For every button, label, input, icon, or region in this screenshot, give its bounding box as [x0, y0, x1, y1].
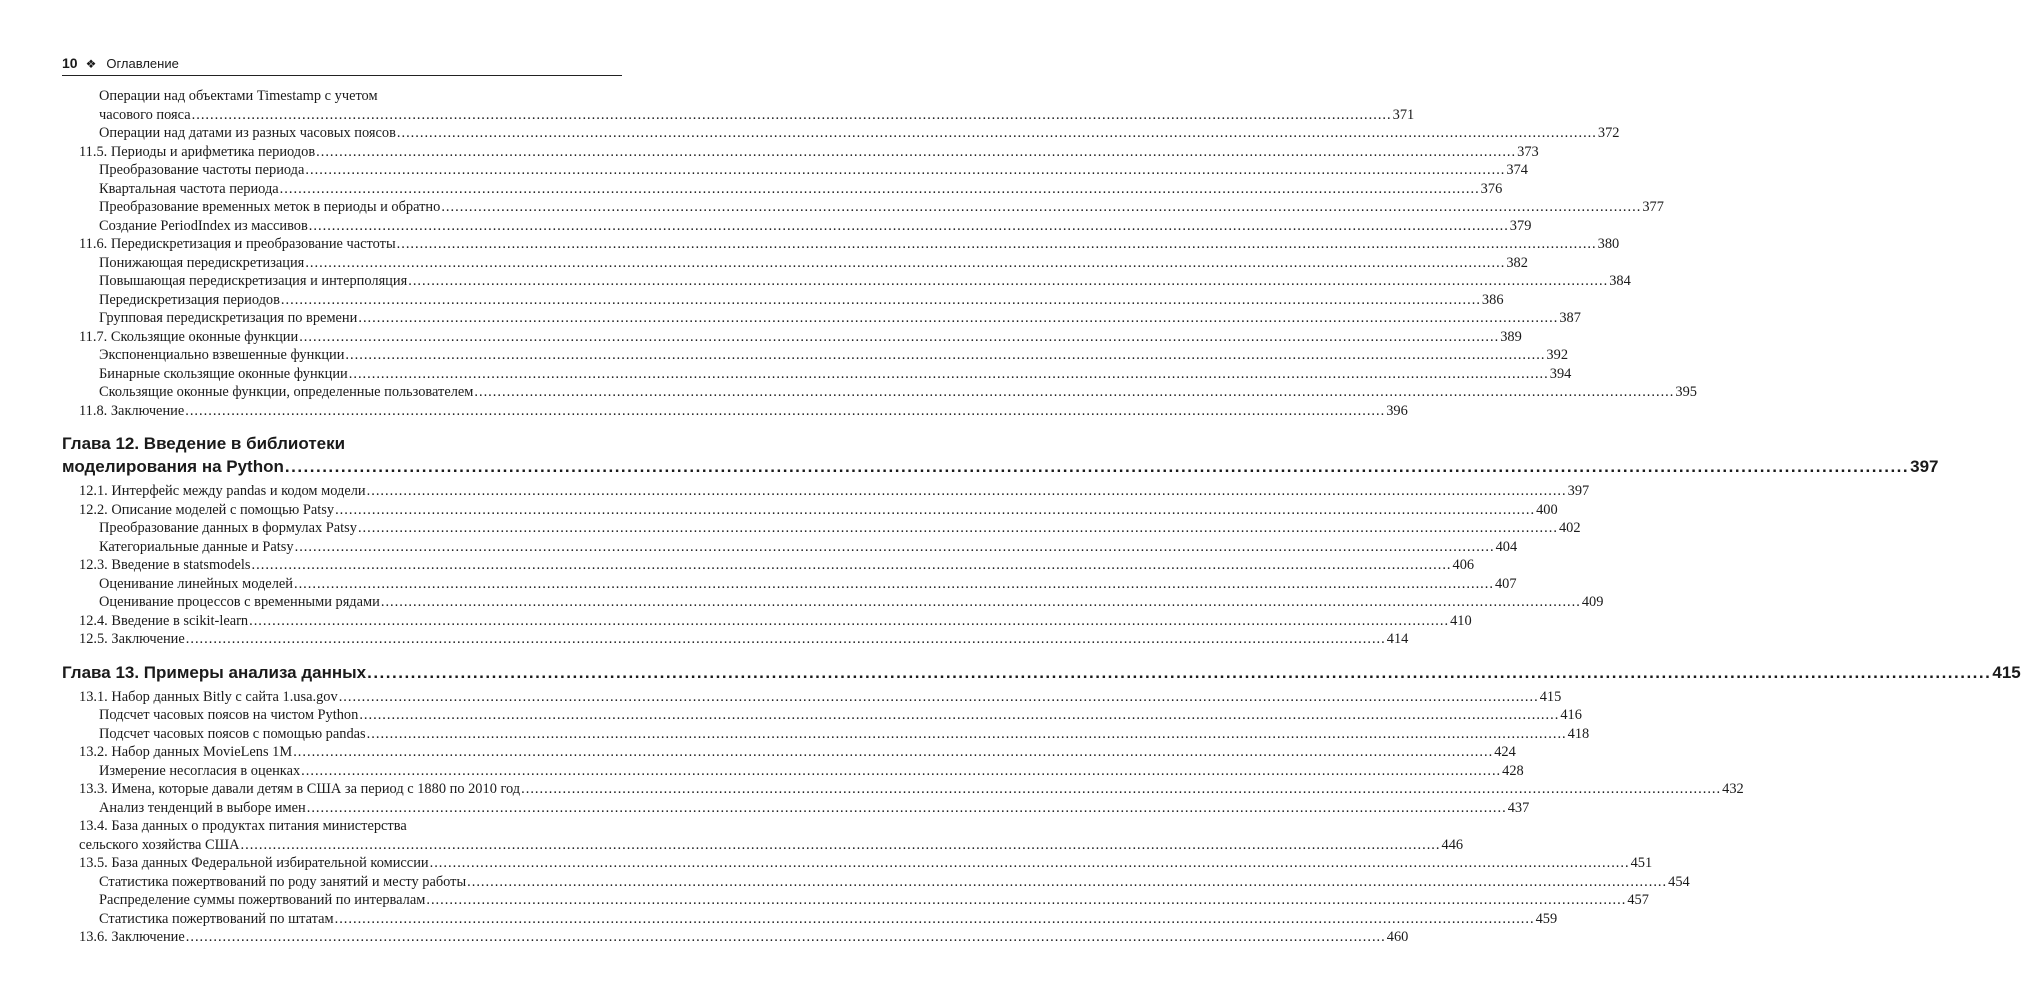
toc-entry — [62, 910, 1558, 929]
toc-page-number: 379 — [1509, 217, 1532, 234]
chapter-heading — [62, 661, 2021, 684]
toc-entry — [62, 780, 1744, 799]
toc-page-number: 459 — [1535, 910, 1558, 927]
toc-page-number: 374 — [1506, 162, 1528, 178]
dot-leader — [408, 272, 1608, 291]
toc-entry-title: 11.7. Скользящие оконные функции — [79, 328, 299, 345]
toc-entry — [62, 743, 1516, 762]
dot-leader — [397, 124, 1597, 143]
toc-entry — [62, 383, 1697, 402]
toc-entry-title: 11.5. Периоды и арифметика периодов — [79, 143, 316, 160]
toc-page-number: 407 — [1494, 575, 1517, 592]
toc-page-number: 371 — [1392, 106, 1415, 123]
toc-entry — [62, 575, 1517, 594]
toc-entry-title: Операции над датами из разных часовых поясов — [99, 125, 396, 141]
toc-page-number: 402 — [1558, 520, 1581, 536]
toc-entry — [62, 365, 1572, 384]
dot-leader — [241, 836, 1441, 855]
dot-leader — [521, 780, 1721, 799]
dot-leader — [281, 291, 1481, 310]
toc-entry-title: 12.1. Интерфейс между pandas и кодом модели — [79, 483, 366, 499]
toc-page-number: 410 — [1450, 612, 1472, 629]
toc-entry — [62, 873, 1690, 892]
toc-entry — [62, 688, 1562, 707]
dot-leader — [295, 538, 1495, 557]
toc-entry — [62, 291, 1504, 310]
toc-entry — [62, 272, 1631, 291]
dot-leader — [280, 180, 1480, 199]
toc-page-number: 446 — [1441, 836, 1464, 853]
toc-page-number: 415 — [1539, 688, 1562, 705]
dot-leader — [367, 725, 1567, 744]
toc-entry — [62, 180, 1503, 199]
dot-leader — [367, 661, 1991, 684]
chapter-spacer — [62, 649, 622, 661]
dot-leader — [441, 198, 1641, 217]
chapter-heading — [62, 432, 1939, 478]
toc-entry — [62, 124, 1620, 143]
dot-leader — [381, 593, 1581, 612]
dot-leader — [426, 891, 1626, 910]
dot-leader — [474, 383, 1674, 402]
chapter-spacer — [62, 420, 622, 432]
toc-page-number: 372 — [1597, 125, 1620, 141]
toc-page-number: 437 — [1507, 799, 1530, 816]
toc-entry — [62, 630, 1409, 649]
toc-entry — [62, 891, 1649, 910]
dot-leader — [335, 501, 1535, 520]
toc-entry-title: Категориальные данные и Patsy — [99, 538, 294, 555]
toc-entry-title: Создание PeriodIndex из массивов — [99, 217, 308, 234]
toc-page-number: 377 — [1642, 199, 1664, 215]
toc-entry-title: Подсчет часовых поясов с помощью pandas — [99, 725, 366, 742]
toc-entry-title: Оценивание линейных моделей — [99, 575, 293, 592]
toc-entry — [62, 143, 1539, 162]
toc-page-number: 373 — [1517, 143, 1539, 160]
toc-entry-title: Измерение несогласия в оценках — [99, 762, 301, 779]
toc-page-number: 416 — [1560, 707, 1582, 723]
toc-entry-title: Квартальная частота периода — [99, 180, 279, 197]
toc-entry-title: 13.6. Заключение — [79, 929, 185, 945]
toc-entry-title: Групповая передискретизация по времени — [99, 310, 358, 326]
toc-entry-title: 12.5. Заключение — [79, 631, 185, 647]
toc-entry-title: Экспоненциально взвешенные функции — [99, 347, 345, 363]
toc-entry-line: Операции над объектами Timestamp с учетом — [99, 88, 378, 104]
toc-page-number: 457 — [1627, 892, 1649, 908]
toc-entry — [62, 198, 1664, 217]
toc-page-number: 392 — [1546, 347, 1569, 363]
toc-page-number: 406 — [1452, 557, 1475, 573]
table-of-contents — [62, 87, 2021, 947]
chapter-page-number: 397 — [1910, 457, 1939, 476]
toc-entry-title: Передискретизация периодов — [99, 291, 280, 308]
toc-page-number: 382 — [1506, 254, 1528, 271]
toc-page-number: 409 — [1581, 594, 1604, 610]
toc-entry — [62, 725, 1590, 744]
dot-leader — [349, 365, 1549, 384]
toc-entry — [62, 328, 1522, 347]
chapter-title: моделирования на Python — [62, 457, 284, 476]
toc-entry-title: 11.6. Передискретизация и преобразование частоты — [79, 236, 396, 252]
toc-entry — [62, 928, 1409, 947]
toc-entry — [62, 309, 1581, 328]
dot-leader — [249, 612, 1449, 631]
toc-page-number: 451 — [1630, 855, 1653, 871]
toc-entry — [62, 217, 1532, 236]
toc-page-number: 380 — [1597, 236, 1620, 252]
chapter-title: Глава 13. Примеры анализа данных — [62, 662, 367, 682]
dot-leader — [430, 854, 1630, 873]
toc-entry — [62, 501, 1558, 520]
running-header — [62, 52, 622, 74]
dot-leader — [467, 873, 1667, 892]
dot-leader — [305, 254, 1505, 273]
chapter-title-line: Глава 12. Введение в библиотеки — [62, 434, 346, 453]
toc-entry — [62, 235, 1620, 254]
toc-page-number: 376 — [1480, 180, 1503, 197]
dot-leader — [307, 799, 1507, 818]
toc-entry-title: Скользящие оконные функции, определенные пользователем — [99, 384, 474, 400]
toc-page-number: 395 — [1675, 384, 1697, 400]
toc-entry — [62, 161, 1528, 180]
toc-entry-title: 12.3. Введение в statsmodels — [79, 557, 251, 573]
toc-page-number: 428 — [1502, 762, 1524, 779]
dot-leader — [335, 910, 1535, 929]
chapter-title-row — [62, 455, 1939, 478]
dot-leader — [358, 519, 1558, 538]
toc-page-number: 389 — [1500, 328, 1522, 345]
toc-entry-title: Подсчет часовых поясов на чистом Python — [99, 707, 359, 723]
toc-entry-title: Преобразование данных в формулах Patsy — [99, 520, 357, 536]
toc-entry — [62, 402, 1408, 421]
toc-entry — [62, 106, 1415, 125]
chapter-page-number: 415 — [1992, 662, 2021, 682]
toc-page-number: 384 — [1609, 273, 1631, 289]
toc-entry-title: Анализ тенденций в выборе имен — [99, 799, 306, 816]
toc-page-number: 432 — [1722, 781, 1744, 797]
toc-page-number: 400 — [1536, 501, 1558, 518]
toc-entry-title: Понижающая передискретизация — [99, 254, 305, 271]
dot-leader — [316, 143, 1516, 162]
toc-entry — [62, 538, 1518, 557]
toc-entry-title: 13.1. Набор данных Bitly с сайта 1.usa.gov — [79, 688, 338, 705]
toc-entry — [62, 799, 1530, 818]
dot-leader — [345, 346, 1545, 365]
toc-page-number: 387 — [1559, 310, 1581, 326]
toc-entry-title: Оценивание процессов с временными рядами — [99, 594, 380, 610]
toc-entry — [62, 556, 1475, 575]
toc-entry-line: 13.4. База данных о продуктах питания министерства — [79, 818, 407, 834]
toc-entry — [62, 762, 1524, 781]
toc-page-number: 386 — [1481, 291, 1504, 308]
toc-entry — [62, 706, 1582, 725]
dot-leader — [192, 106, 1392, 125]
toc-entry — [62, 836, 1464, 855]
dot-leader — [309, 217, 1509, 236]
chapter-title-row — [62, 661, 2021, 684]
dot-leader — [367, 482, 1567, 501]
dot-leader — [293, 743, 1493, 762]
dot-leader — [186, 928, 1386, 947]
toc-entry-title: Статистика пожертвований по штатам — [99, 910, 334, 927]
dot-leader — [185, 402, 1385, 421]
dot-leader — [358, 309, 1558, 328]
toc-entry-title: Статистика пожертвований по роду занятий и месту работы — [99, 873, 467, 890]
toc-entry-title: 11.8. Заключение — [79, 402, 185, 419]
page-number: 10 — [62, 55, 78, 71]
section-title: Оглавление — [106, 56, 179, 71]
toc-entry — [62, 254, 1528, 273]
toc-page-number: 414 — [1386, 631, 1409, 647]
toc-entry-title: 13.5. База данных Федеральной избирательной комиссии — [79, 855, 429, 871]
toc-page-number: 396 — [1386, 402, 1408, 419]
toc-page-number: 404 — [1495, 538, 1518, 555]
toc-entry — [62, 519, 1581, 538]
ornament-icon: ❖ — [85, 57, 97, 71]
dot-leader — [359, 706, 1559, 725]
toc-entry — [62, 854, 1653, 873]
toc-page-number: 394 — [1549, 365, 1572, 382]
toc-entry — [62, 593, 1604, 612]
toc-page-number: 397 — [1567, 483, 1590, 499]
toc-entry-title: часового пояса — [99, 106, 191, 123]
dot-leader — [252, 556, 1452, 575]
toc-entry-title: Преобразование частоты периода — [99, 162, 305, 178]
toc-page-number: 418 — [1567, 725, 1590, 742]
toc-entry-title: Преобразование временных меток в периоды и обратно — [99, 199, 441, 215]
toc-entry-title: 12.4. Введение в scikit-learn — [79, 612, 249, 629]
dot-leader — [305, 161, 1505, 180]
toc-entry-title: Бинарные скользящие оконные функции — [99, 365, 348, 382]
toc-page-number: 454 — [1668, 873, 1690, 890]
toc-entry — [62, 612, 1472, 631]
dot-leader — [339, 688, 1539, 707]
toc-entry-title: 13.3. Имена, которые давали детям в США за период с 1880 по 2010 год — [79, 781, 521, 797]
header-rule — [62, 75, 622, 76]
toc-entry-title: сельского хозяйства США — [79, 836, 240, 853]
toc-page-number: 424 — [1494, 744, 1516, 760]
toc-entry-title: Распределение суммы пожертвований по интервалам — [99, 892, 426, 908]
dot-leader — [294, 575, 1494, 594]
toc-page-number: 460 — [1386, 929, 1409, 945]
dot-leader — [397, 235, 1597, 254]
dot-leader — [301, 762, 1501, 781]
toc-entry-title: Повышающая передискретизация и интерполяция — [99, 273, 408, 289]
toc-entry — [62, 482, 1590, 501]
dot-leader — [285, 455, 1909, 478]
toc-entry-title: 12.2. Описание моделей с помощью Patsy — [79, 501, 335, 518]
dot-leader — [299, 328, 1499, 347]
toc-entry — [62, 346, 1569, 365]
toc-entry-title: 13.2. Набор данных MovieLens 1M — [79, 744, 293, 760]
dot-leader — [186, 630, 1386, 649]
